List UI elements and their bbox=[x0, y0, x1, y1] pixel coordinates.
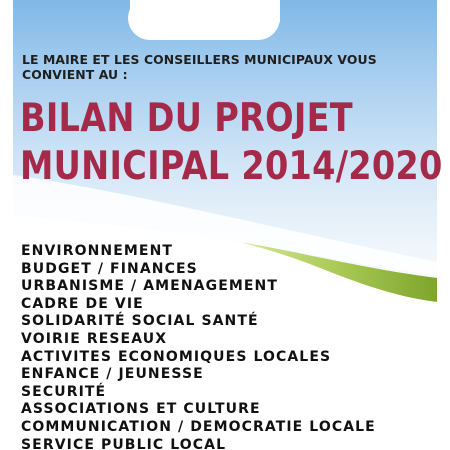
title-line-2: MUNICIPAL 2014/2020 bbox=[20, 144, 443, 189]
topic-item: URBANISME / AMENAGEMENT bbox=[21, 278, 279, 295]
topic-item: COMMUNICATION / DEMOCRATIE LOCALE bbox=[21, 418, 376, 435]
title-line-1: BILAN DU PROJET bbox=[20, 96, 353, 141]
topic-item: BUDGET / FINANCES bbox=[21, 260, 198, 277]
topic-item: ENVIRONNEMENT bbox=[21, 243, 174, 259]
invitation-intro bbox=[22, 52, 422, 82]
topic-item: CADRE DE VIE bbox=[21, 295, 144, 312]
topic-item: SOLIDARITÉ SOCIAL SANTÉ bbox=[21, 313, 259, 330]
topic-item: ASSOCIATIONS ET CULTURE bbox=[21, 401, 261, 418]
topic-item: VOIRIE RESEAUX bbox=[21, 330, 168, 347]
topic-item: ACTIVITES ECONOMIQUES LOCALES bbox=[21, 348, 332, 365]
intro-line-2: CONVIENT AU : bbox=[22, 67, 128, 82]
event-title bbox=[20, 95, 443, 191]
topic-item: SERVICE PUBLIC LOCAL bbox=[21, 436, 227, 450]
topic-item: ENFANCE / JEUNESSE bbox=[21, 366, 204, 383]
topic-item: SECURITÉ bbox=[21, 383, 107, 400]
topics-list bbox=[21, 243, 441, 450]
cloud-shape bbox=[128, 0, 280, 40]
intro-line-1: LE MAIRE ET LES CONSEILLERS MUNICIPAUX VOUS bbox=[22, 52, 377, 67]
